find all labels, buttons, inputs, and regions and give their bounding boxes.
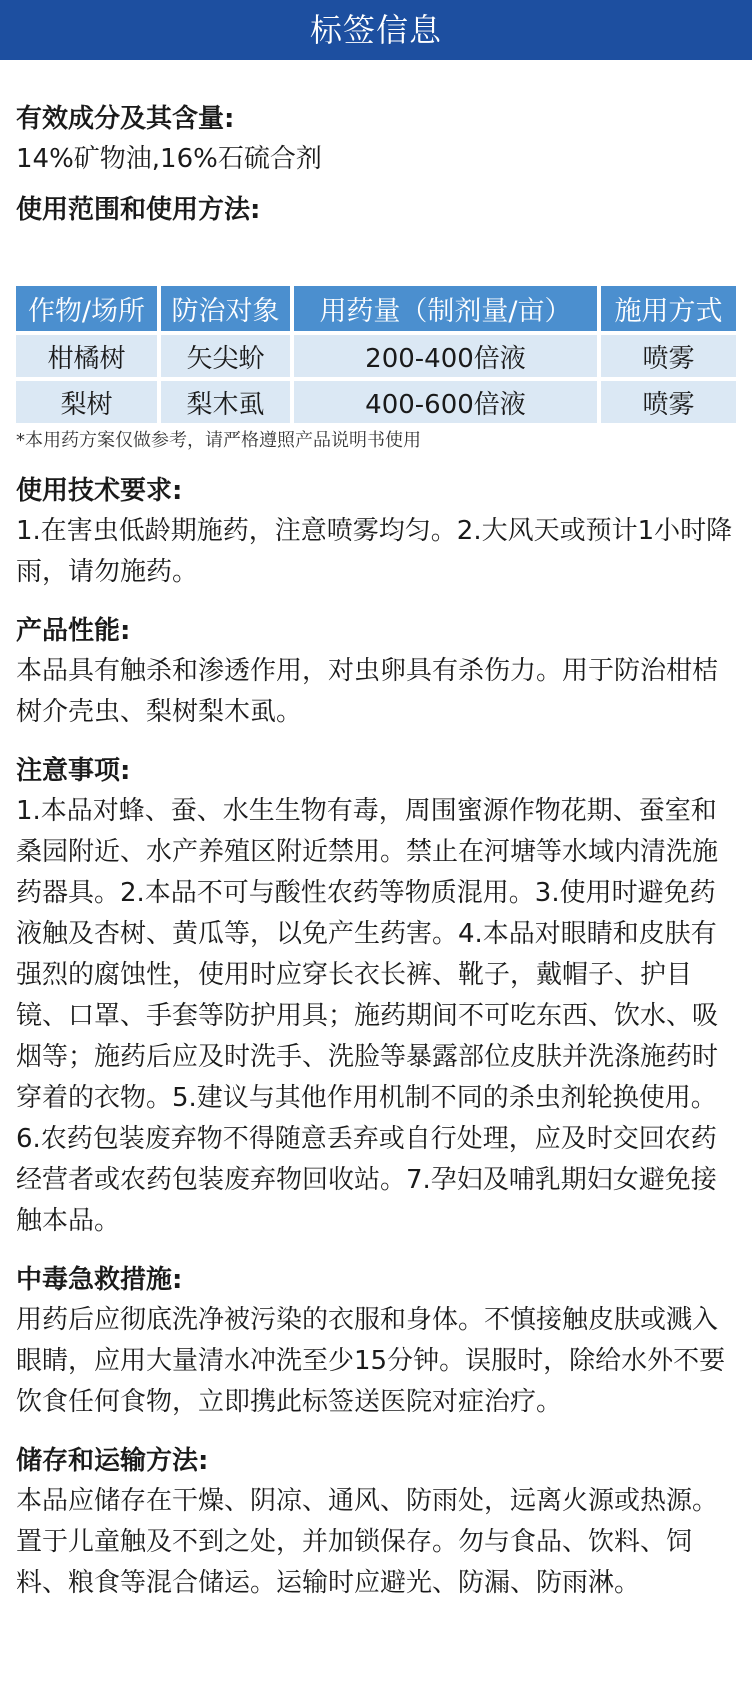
page-header: [0, 0, 752, 60]
technical-title: 使用技术要求:: [16, 476, 183, 506]
table-header-cell: 防治对象: [161, 286, 290, 331]
table-row: [16, 381, 736, 423]
table-cell: 喷雾: [601, 381, 736, 423]
table-cell: 400-600倍液: [294, 381, 597, 423]
precautions-text: 1.本品对蜂、蚕、水生生物有毒，周围蜜源作物花期、蚕室和桑园附近、水产养殖区附近禁用。禁止在河塘等水域内清洗施药器具。2.本品不可与酸性农药等物质混用。3.使用时避免药液触及杏树、黄瓜等，以免产生药害。4.本品对眼睛和皮肤有强烈的腐蚀性，使用时应穿长衣长裤、靴子，戴帽子、护目镜、口罩、手套等防护用具；施药期间不可吃东西、饮水、吸烟等；施药后应及时洗手、洗脸等暴露部位皮肤并洗涤施药时穿着的衣物。5.建议与其他作用机制不同的杀虫剂轮换使用。6.农药包装废弃物不得随意丢弃或自行处理，应及时交回农药经营者或农药包装废弃物回收站。7.孕妇及哺乳期妇女避免接触本品。: [16, 796, 719, 1236]
table-cell: 柑橘树: [16, 335, 157, 377]
first-aid-section: [16, 1260, 736, 1423]
page-title: 标签信息: [309, 11, 442, 49]
usage-table: [12, 282, 740, 427]
usage-title: 使用范围和使用方法:: [16, 195, 261, 225]
label-content: [0, 99, 752, 1604]
table-header-row: [16, 286, 736, 331]
technical-text: 1.在害虫低龄期施药，注意喷雾均匀。2.大风天或预计1小时降雨，请勿施药。: [16, 516, 733, 587]
table-note: *本用药方案仅做参考，请严格遵照产品说明书使用: [16, 430, 421, 451]
storage-section: [16, 1441, 736, 1604]
table-cell: 喷雾: [601, 335, 736, 377]
precautions-title: 注意事项:: [16, 756, 131, 786]
table-header-cell: 施用方式: [601, 286, 736, 331]
ingredients-title: 有效成分及其含量:: [16, 104, 235, 134]
table-row: [16, 335, 736, 377]
performance-section: [16, 611, 736, 733]
table-cell: 矢尖蚧: [161, 335, 290, 377]
first-aid-title: 中毒急救措施:: [16, 1265, 183, 1295]
ingredients-section: [16, 99, 736, 180]
technical-section: [16, 471, 736, 593]
table-cell: 梨树: [16, 381, 157, 423]
table-cell: 梨木虱: [161, 381, 290, 423]
performance-text: 本品具有触杀和渗透作用，对虫卵具有杀伤力。用于防治柑桔树介壳虫、梨树梨木虱。: [16, 656, 719, 727]
table-header-cell: 作物/场所: [16, 286, 157, 331]
first-aid-text: 用药后应彻底洗净被污染的衣服和身体。不慎接触皮肤或溅入眼睛，应用大量清水冲洗至少15分钟。误服时，除给水外不要饮食任何食物，立即携此标签送医院对症治疗。: [16, 1305, 726, 1417]
table-cell: 200-400倍液: [294, 335, 597, 377]
ingredients-text: 14%矿物油,16%石硫合剂: [16, 144, 322, 174]
storage-title: 储存和运输方法:: [16, 1446, 209, 1476]
table-header-cell: 用药量（制剂量/亩）: [294, 286, 597, 331]
storage-text: 本品应储存在干燥、阴凉、通风、防雨处，远离火源或热源。置于儿童触及不到之处，并加锁保存。勿与食品、饮料、饲料、粮食等混合储运。运输时应避光、防漏、防雨淋。: [16, 1486, 719, 1598]
performance-title: 产品性能:: [16, 616, 131, 646]
usage-section: [16, 190, 736, 230]
precautions-section: [16, 751, 736, 1242]
